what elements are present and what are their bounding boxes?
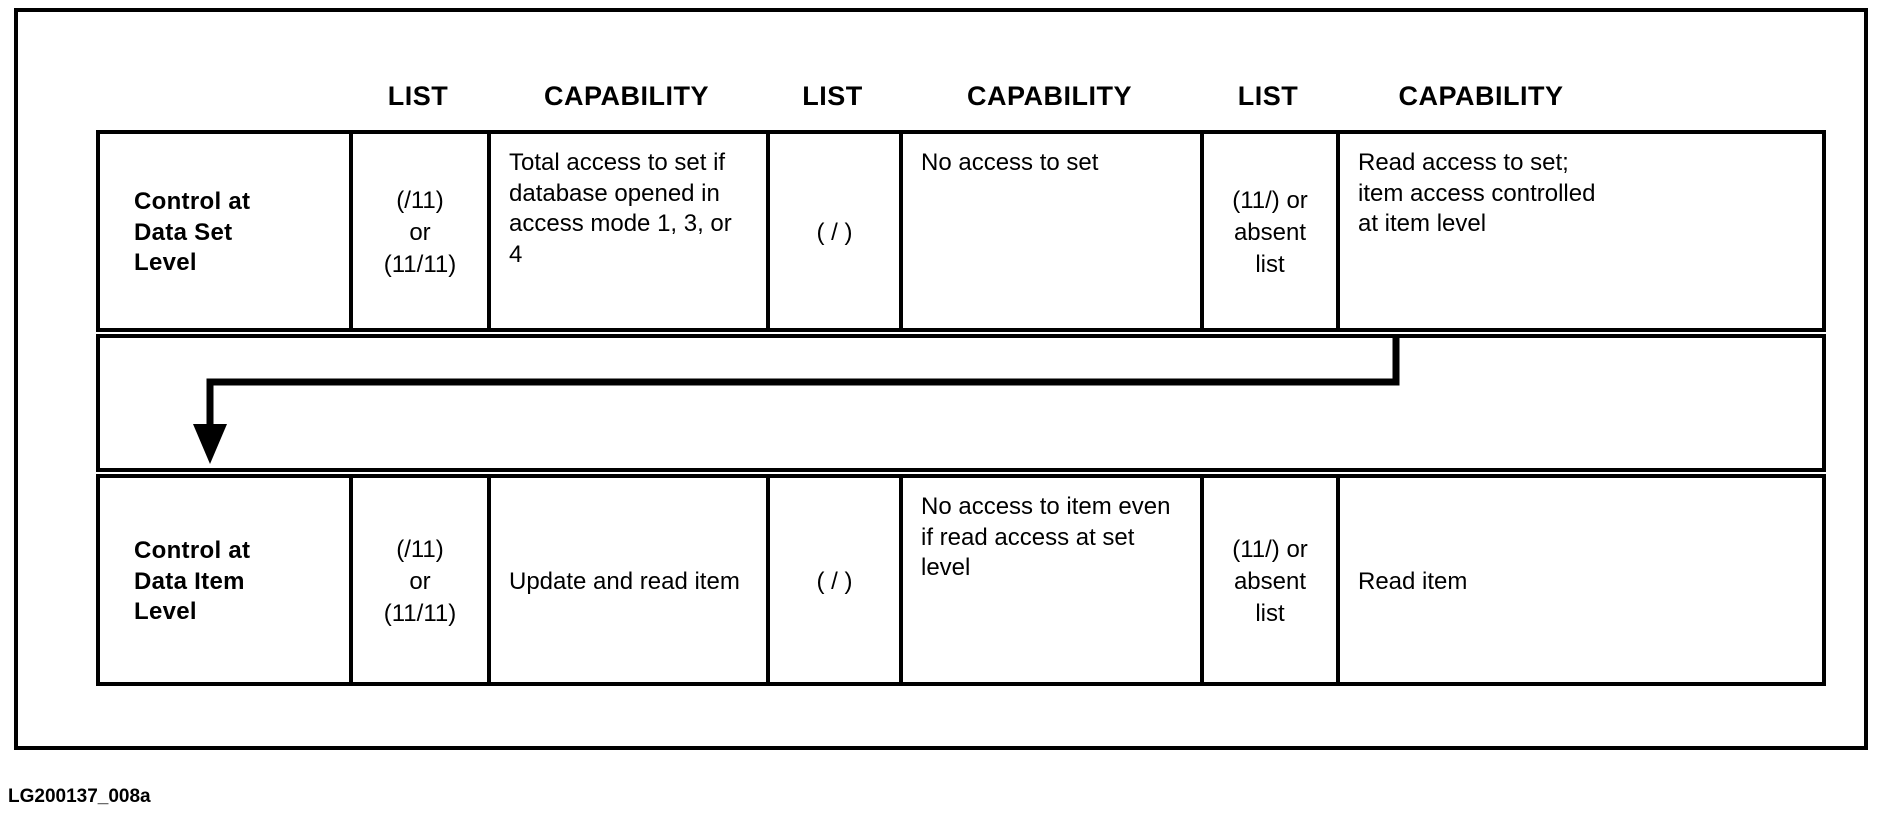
list-code-line-1: (11/) or — [1232, 535, 1308, 563]
list-code-line-1: (11/) or — [1232, 186, 1308, 214]
capability-text: Total access to set if database opened in access mode 1, 3, or 4 — [509, 149, 732, 269]
list-code-line-1: (/11) — [396, 186, 444, 214]
list-code-line-1: ( / ) — [816, 567, 853, 595]
row-label-data-set-level — [100, 134, 353, 328]
cell-list-1-data-item-level — [353, 478, 491, 682]
capability-text: Read item — [1358, 567, 1468, 595]
cell-list-3-data-item-level — [1204, 478, 1340, 682]
figure-caption: LG200137_008a — [8, 786, 151, 807]
row-label-line-1: Control at — [134, 187, 251, 215]
table-row-data-set-level — [96, 130, 1826, 332]
row-label-line-2: Data Set — [134, 218, 233, 246]
row-label-line-2: Data Item — [134, 567, 245, 595]
column-header-capability-2: CAPABILITY — [967, 80, 1132, 111]
list-code-line-2: absent — [1233, 218, 1307, 246]
cell-capability-3-data-set-level — [1340, 134, 1630, 328]
row-label-data-item-level — [100, 478, 353, 682]
column-header-list-3: LIST — [1237, 80, 1299, 111]
connector-band — [96, 334, 1826, 472]
connector-arrow-icon — [100, 338, 1822, 468]
cell-list-2-data-set-level — [770, 134, 903, 328]
list-code-line-3: list — [1255, 600, 1285, 628]
figure-frame — [14, 8, 1868, 750]
list-code-line-1: ( / ) — [816, 218, 853, 246]
table-row-data-item-level — [96, 474, 1826, 686]
cell-list-2-data-item-level — [770, 478, 903, 682]
capability-text: No access to set — [921, 149, 1099, 176]
capability-text: Update and read item — [509, 567, 740, 595]
cell-capability-2-data-set-level — [903, 134, 1204, 328]
list-code-line-2: absent — [1233, 567, 1307, 595]
column-header-row — [96, 74, 1826, 118]
row-label-line-3: Level — [134, 249, 197, 277]
cell-list-3-data-set-level — [1204, 134, 1340, 328]
list-code-line-2: or — [409, 567, 431, 595]
column-header-capability-3: CAPABILITY — [1398, 80, 1564, 111]
row-label-line-3: Level — [134, 598, 197, 626]
column-header-list-2: LIST — [802, 80, 863, 111]
column-header-list-1: LIST — [387, 80, 449, 111]
cell-capability-1-data-set-level — [491, 134, 770, 328]
list-code-line-2: or — [409, 218, 431, 246]
capability-text: Read access to set; item access controlled at item level — [1358, 149, 1596, 238]
column-header-blank — [96, 74, 349, 118]
row-label-line-1: Control at — [134, 536, 251, 564]
list-code-line-3: (11/11) — [383, 251, 457, 279]
list-code-line-3: list — [1255, 251, 1285, 279]
cell-list-1-data-set-level — [353, 134, 491, 328]
list-code-line-1: (/11) — [396, 535, 444, 563]
cell-capability-2-data-item-level — [903, 478, 1204, 682]
cell-capability-3-data-item-level — [1340, 478, 1630, 682]
cell-capability-1-data-item-level — [491, 478, 770, 682]
capability-text: No access to item even if read access at set level — [921, 493, 1171, 582]
list-code-line-3: (11/11) — [383, 600, 457, 628]
column-header-capability-1: CAPABILITY — [544, 80, 709, 111]
